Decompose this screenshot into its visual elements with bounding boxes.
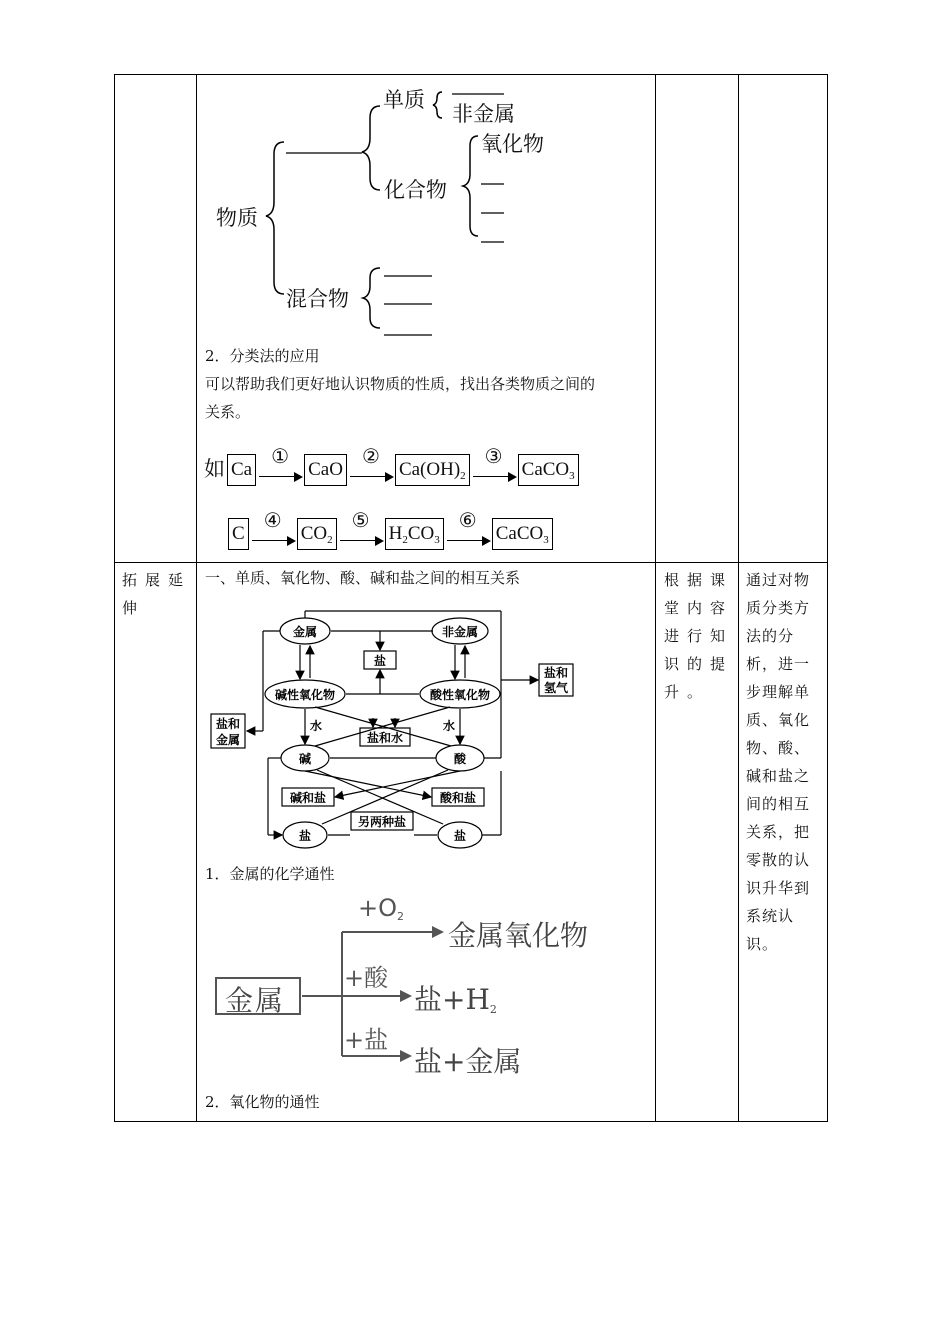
tree-substance: 物质	[216, 206, 258, 230]
teacher-activity: 根据课堂内容进行知识的提升。	[664, 571, 734, 701]
node-acid: 酸	[453, 752, 467, 766]
reaction-arrow: ①	[257, 452, 303, 486]
product-metal-oxide: 金属氧化物	[448, 919, 589, 952]
reaction-arrow: ③	[471, 452, 517, 486]
table-row-divider	[114, 562, 828, 563]
substance-box: CaO	[304, 454, 347, 486]
tree-mixture: 混合物	[286, 287, 349, 311]
tree-simple: 单质	[383, 88, 425, 112]
node-salt-metal: 盐和	[215, 717, 241, 731]
product-salt-hydrogen: 盐$+H_2$	[414, 983, 497, 1016]
reagent-salt: +盐	[344, 1026, 389, 1054]
design-intent: 通过对物质分类方法的分析，进一步理解单质、氧化物、酸、碱和盐之间的相互关系，把零散的认识升华到系统认识。	[746, 571, 811, 953]
classification-tree	[200, 78, 650, 348]
section-heading: 1．金属的化学通性	[205, 865, 335, 883]
reaction-arrow: ⑤	[338, 516, 384, 550]
node-nonmetal: 非金属	[441, 625, 479, 639]
substance-box: $H_2CO_3$	[385, 518, 444, 550]
tree-nonmetal: 非金属	[452, 102, 515, 126]
reaction-arrow: ④	[250, 516, 296, 550]
node-acid-salt: 酸和盐	[439, 791, 477, 805]
table-top-border	[114, 74, 828, 75]
conversion-chain-1	[204, 446, 579, 486]
substance-box: CaCO$_3$	[492, 518, 553, 550]
conversion-chain-2	[228, 510, 553, 550]
node-base: 碱	[298, 752, 312, 766]
section-heading: 2．氧化物的通性	[205, 1093, 320, 1111]
node-salt-water: 盐和水	[366, 731, 404, 745]
node-salt-top: 盐	[373, 654, 387, 668]
table-col-border	[114, 74, 115, 1122]
tree-oxide: 氧化物	[481, 132, 544, 156]
label-water: 水	[442, 719, 456, 733]
substance-box: C	[228, 518, 249, 550]
node-base-salt: 碱和盐	[289, 791, 327, 805]
substance-box: $Ca(OH)_2$	[395, 454, 470, 486]
node-basic-oxide: 碱性氧化物	[274, 688, 336, 702]
table-col-border	[655, 74, 656, 1122]
table-col-border	[827, 74, 828, 1122]
reaction-arrow: ②	[348, 452, 394, 486]
table-bottom-border	[114, 1121, 828, 1122]
node-salt-metal: 金属	[215, 733, 241, 747]
table-col-border	[196, 74, 197, 1122]
flow-prefix: 如	[204, 457, 225, 481]
node-salt-left: 盐	[298, 829, 312, 843]
substance-box: $CO_2$	[297, 518, 337, 550]
node-metal: 金属	[292, 625, 318, 639]
label-water: 水	[309, 719, 323, 733]
substance-box: Ca	[227, 454, 256, 486]
row-label: 拓展延伸	[122, 571, 192, 617]
relation-diagram	[205, 606, 585, 852]
product-salt-metal: 盐+金属	[414, 1045, 522, 1078]
substance-box: CaCO$_3$	[518, 454, 579, 486]
node-acidic-oxide: 酸性氧化物	[429, 688, 491, 702]
reagent-oxygen: $+O_2$	[358, 894, 404, 923]
section-heading: 一、单质、氧化物、酸、碱和盐之间的相互关系	[205, 569, 521, 587]
tree-compound: 化合物	[384, 178, 447, 202]
node-salt-right: 盐	[453, 829, 467, 843]
relation-diagram-lines	[205, 606, 585, 852]
reagent-acid: +酸	[344, 964, 389, 992]
node-salt-hydrogen: 盐和	[543, 666, 569, 680]
section-body: 关系。	[205, 403, 251, 421]
reaction-arrow: ⑥	[445, 516, 491, 550]
metal-properties-diagram	[210, 892, 630, 1082]
node-two-salts: 另两种盐	[357, 815, 407, 829]
node-salt-hydrogen: 氢气	[543, 681, 569, 695]
table-col-border	[738, 74, 739, 1122]
section-heading: 2．分类法的应用	[205, 347, 320, 365]
section-body: 可以帮助我们更好地认识物质的性质，找出各类物质之间的	[205, 375, 596, 393]
metal-label: 金属	[225, 984, 286, 1017]
tree-braces	[200, 78, 650, 348]
